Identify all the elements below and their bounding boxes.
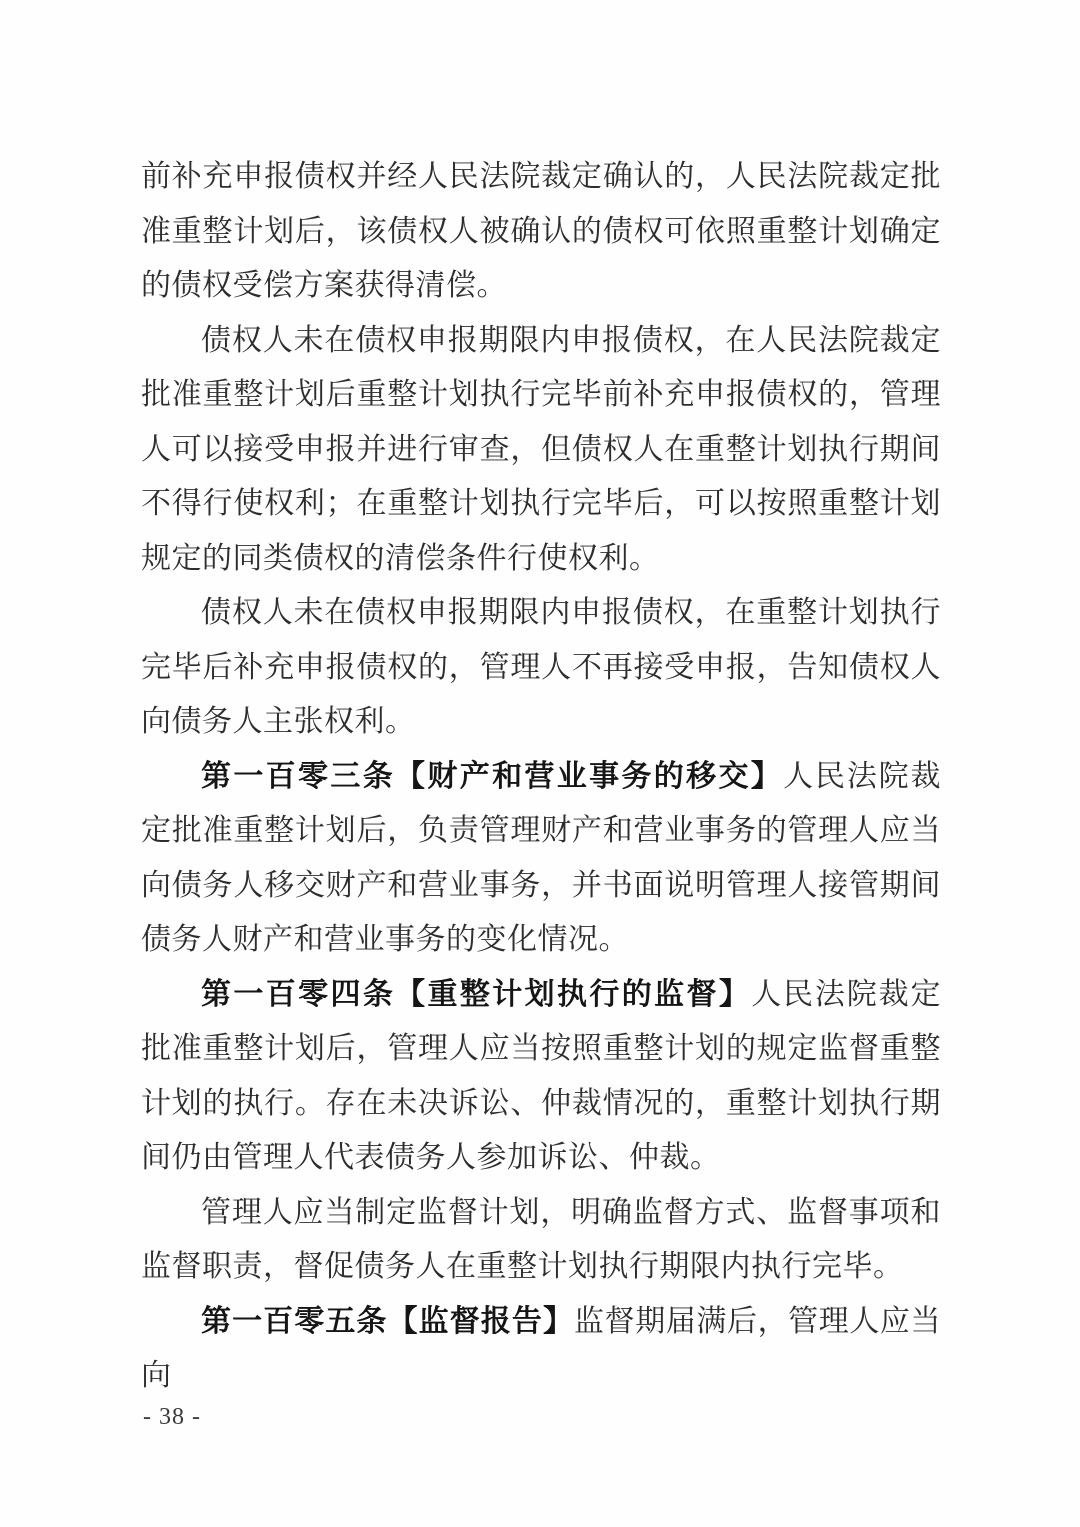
paragraph [141, 1295, 941, 1404]
paragraph [141, 1186, 941, 1295]
paragraph [141, 586, 941, 750]
page-number: - 38 - [143, 1404, 201, 1430]
paragraph [141, 750, 941, 968]
body-text: 债权人未在债权申报期限内申报债权，在重整计划执行完毕后补充申报债权的，管理人不再接受申报，告知债权人向债务人主张权利。 [141, 596, 941, 738]
document-body [141, 150, 941, 1404]
paragraph [141, 314, 941, 587]
article-heading: 第一百零五条【监督报告】 [201, 1304, 575, 1338]
paragraph [141, 150, 941, 314]
paragraph [141, 968, 941, 1186]
article-heading: 第一百零三条【财产和营业事务的移交】 [201, 759, 784, 793]
body-text: 债权人未在债权申报期限内申报债权，在人民法院裁定批准重整计划后重整计划执行完毕前补充申报债权的，管理人可以接受申报并进行审查，但债权人在重整计划执行期间不得行使权利；在重整计划执行完毕后，可以按照重整计划规定的同类债权的清偿条件行使权利。 [141, 323, 941, 575]
article-heading: 第一百零四条【重整计划执行的监督】 [201, 977, 752, 1011]
body-text: 人民法院裁定批准重整计划后，负责管理财产和营业事务的管理人应当向债务人移交财产和营业事务，并书面说明管理人接管期间债务人财产和营业事务的变化情况。 [141, 759, 942, 956]
body-text: 管理人应当制定监督计划，明确监督方式、监督事项和监督职责，督促债务人在重整计划执行期限内执行完毕。 [141, 1195, 941, 1283]
body-text: 前补充申报债权并经人民法院裁定确认的，人民法院裁定批准重整计划后，该债权人被确认的债权可依照重整计划确定的债权受偿方案获得清偿。 [141, 160, 941, 302]
body-text: 人民法院裁定批准重整计划后，管理人应当按照重整计划的规定监督重整计划的执行。存在未决诉讼、仲裁情况的，重整计划执行期间仍由管理人代表债务人参加诉讼、仲裁。 [141, 977, 942, 1174]
body-text: 监督期届满后，管理人应当向 [141, 1304, 942, 1392]
